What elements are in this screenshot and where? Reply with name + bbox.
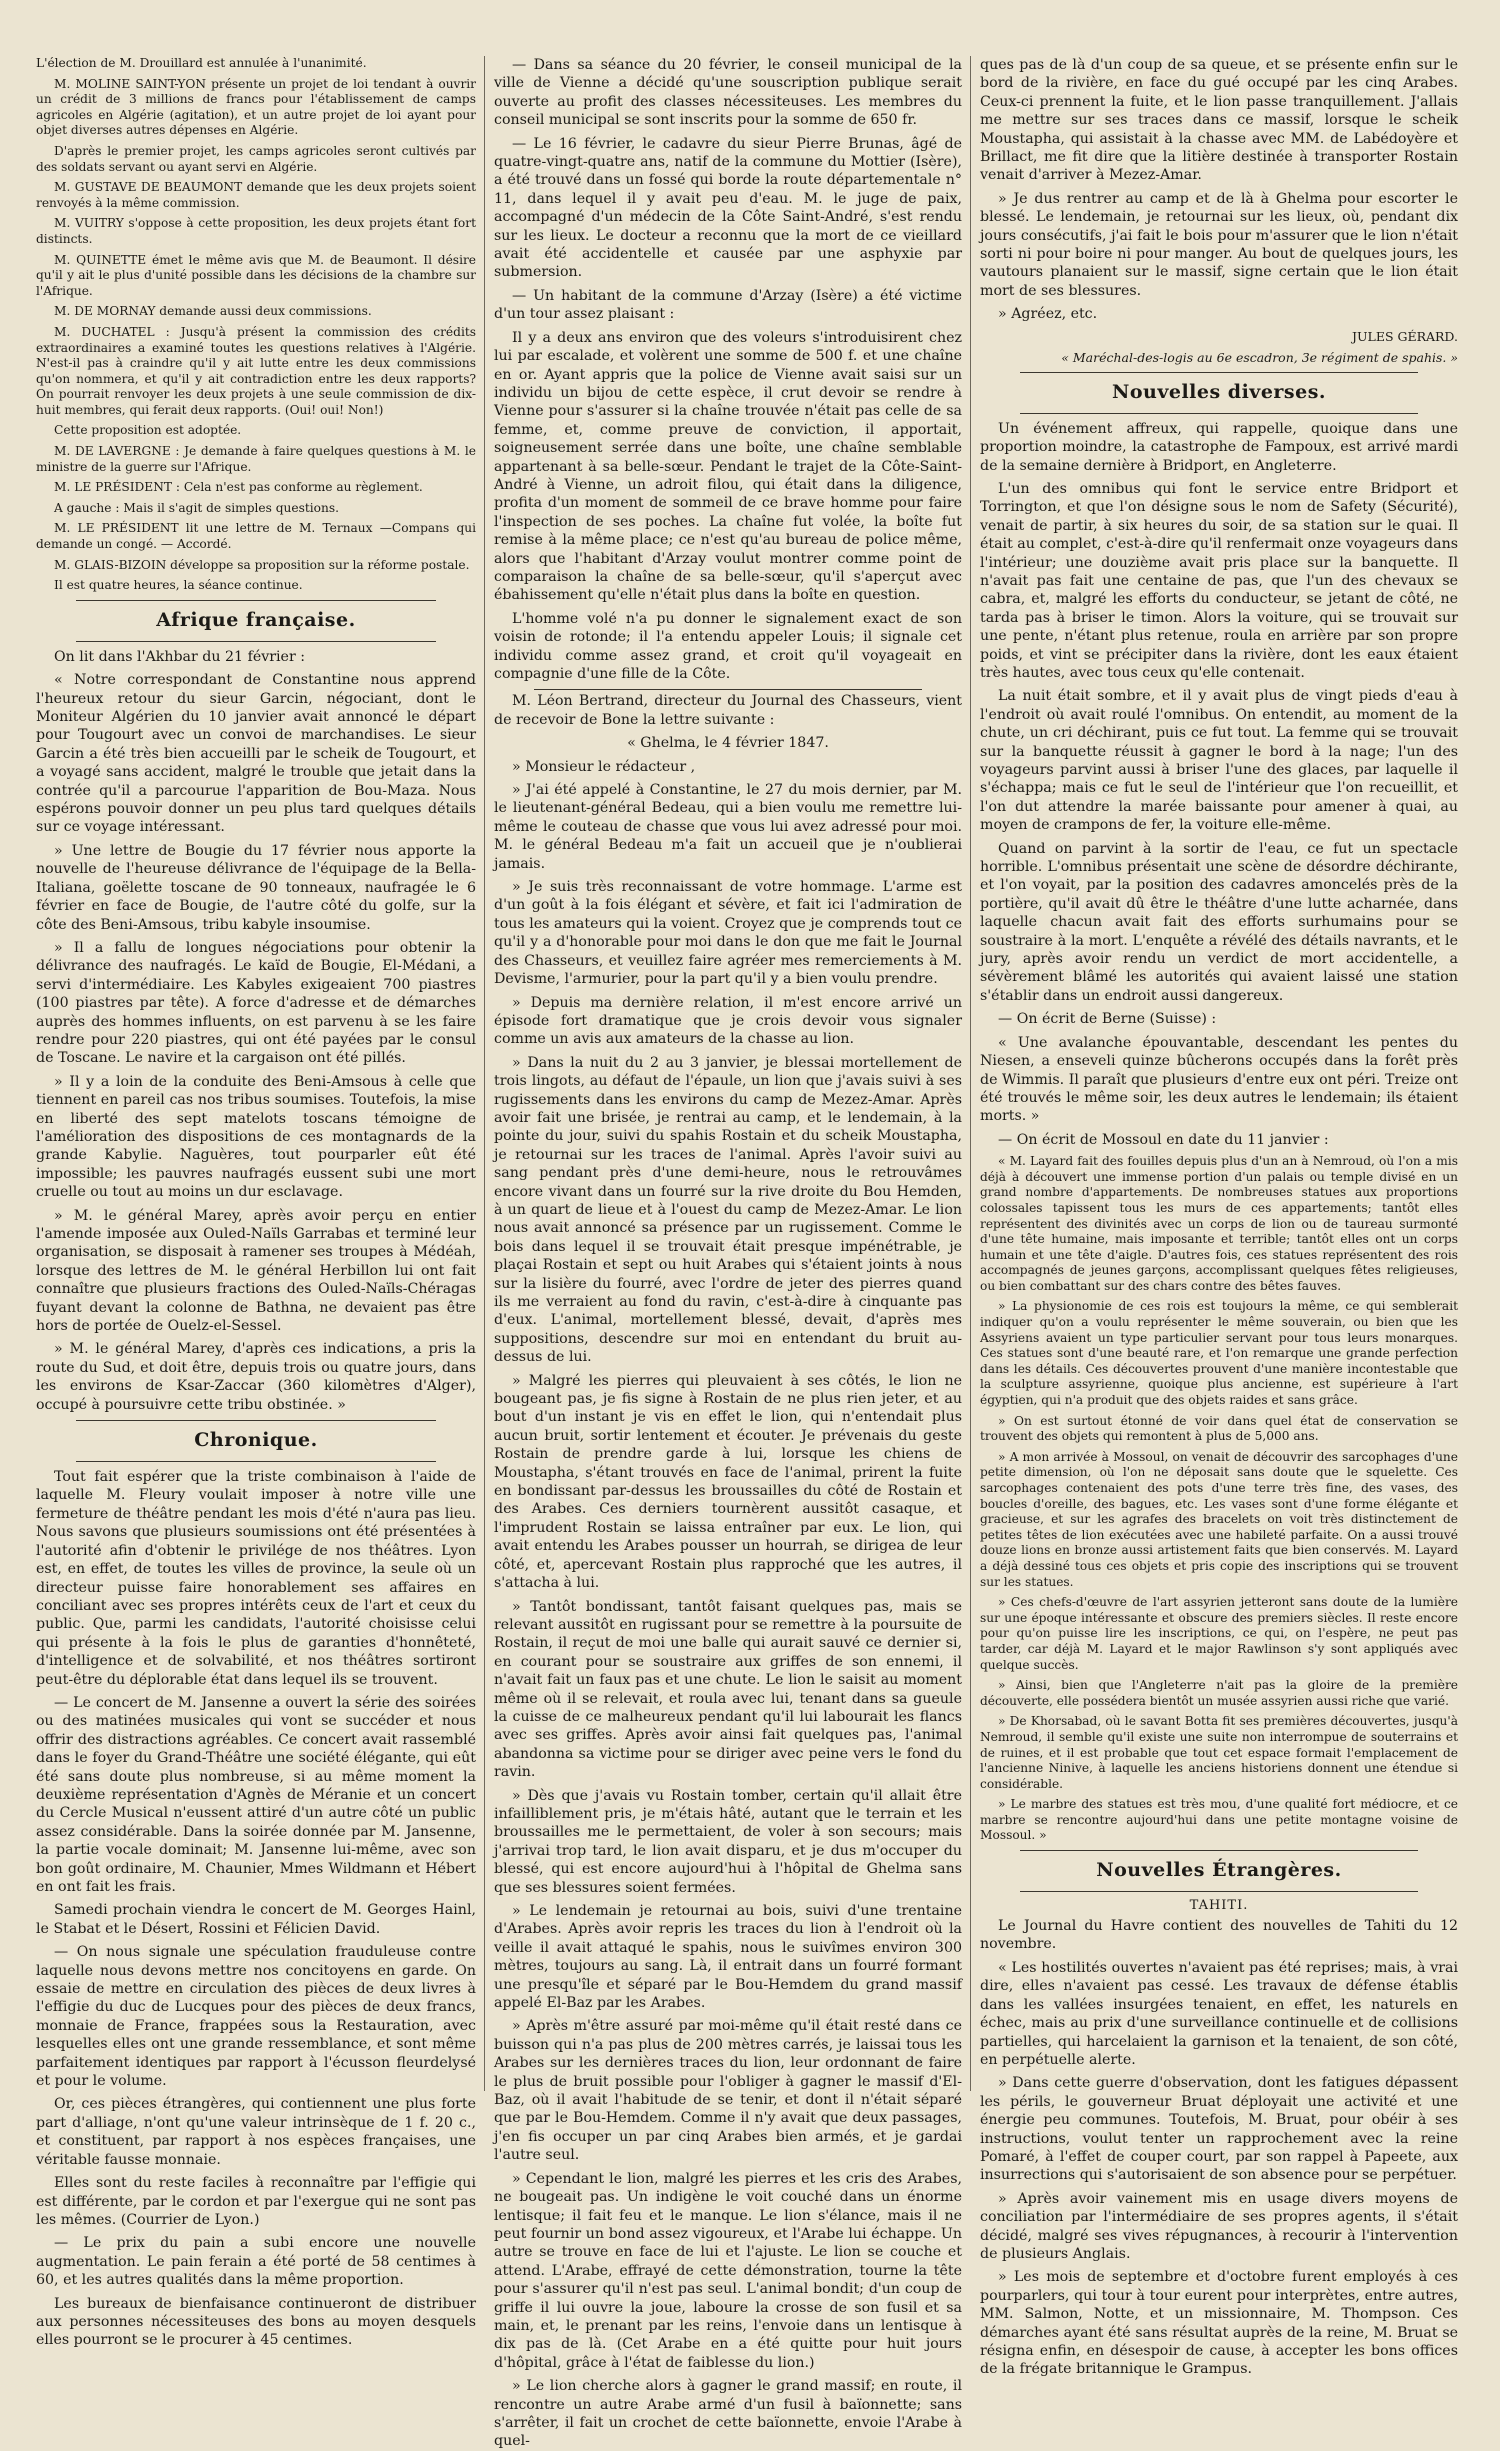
paragraph: » Dans cette guerre d'observation, dont les fatigues dépassent les périls, le gouverneur Bruat déployait une activité et une énergie peu communes. Toutefois, M. Bruat, pour obéir à ses instructions, voulut tenter un rapprochement avec la reine Pomaré, à l'effet de couper court, par son rappel à Papeete, aux insurrections qui s'autorisaient de son absence pour se perpétuer. <box>980 2075 1458 2184</box>
subheading-tahiti: TAHITI. <box>1189 1898 1249 1914</box>
paragraph: » Les mois de septembre et d'octobre furent employés à ces pourparlers, qui tour à tour eurent pour interprètes, entre autres, MM. Salmon, Notte, et un missionnaire, M. Thompson. Ces démarches ayant été sans résultat auprès de la reine, M. Bruat se résigna enfin, en désespoir de cause, à accepter les bons offices de la frégate britannique le Grampus. <box>980 2269 1458 2378</box>
paragraph: — On nous signale une spéculation frauduleuse contre laquelle nous devons mettre nos concitoyens en garde. On essaie de mettre en circulation des pièces de deux livres à l'effigie du duc de Lucques pour des pièces de deux francs, monnaie de France, frappées sous la Restauration, avec lesquelles elles ont une grande ressemblance, et sont même parfaitement identiques par rapport à l'écusson fleurdelysé et pour le volume. <box>36 1944 476 2090</box>
paragraph: » Le lion cherche alors à gagner le grand massif; en route, il rencontre un autre Arabe armé d'un fusil à baïonnette; sans s'arrêter, il fait un crochet de cette baïonnette, envoie l'Arabe à quel- <box>494 2378 962 2450</box>
paragraph: — Le prix du pain a subi encore une nouvelle augmentation. Le pain ferain a été porté de 58 centimes à 60, et les autres qualités dans la même proportion. <box>36 2235 476 2289</box>
paragraph: » De Khorsabad, où le savant Botta fit ses premières découvertes, jusqu'à Nemroud, il semble qu'il existe une suite non interrompue de souterrains et de ruines, et il est probable que tout cet espace formait l'emplacement de l'ancienne Ninive, à laquelle les anciens historiens donnent une étendue si considérable. <box>980 1714 1458 1791</box>
paragraph: » Depuis ma dernière relation, il m'est encore arrivé un épisode fort dramatique que je crois devoir vous signaler comme un avis aux amateurs de la chasse au lion. <box>494 994 962 1048</box>
section-rule <box>76 600 436 601</box>
paragraph: » Cependant le lion, malgré les pierres et les cris des Arabes, ne bougeait pas. Un indigène le voit couché dans un énorme lentisque; il fait feu et le manque. Le lion s'élance, mais il ne peut fournir un bond assez vigoureux, et l'Arabe lui échappe. Un autre se trouve en face de lui et l'ajuste. Le lion se couche et attend. L'Arabe, effrayé de cette démonstration, tourne la tête pour s'assurer qu'il n'est pas seul. L'animal bondit; d'un coup de griffe il lui ouvre la joue, laboure la crosse de son fusil et sa main, et, le prenant par les reins, l'envoie dans un lentisque à dix pas de là. (Cet Arabe en a été quitte pour huit jours d'hôpital, grâce à l'état de faiblesse du lion.) <box>494 2170 962 2371</box>
paragraph: La nuit était sombre, et il y avait plus de vingt pieds d'eau à l'endroit où avait roulé l'omnibus. On entendit, au moment de la chute, un cri déchirant, puis ce fut tout. La femme qui se trouvait sur la banquette réussit à gagner le bord à la nage; l'un des voyageurs parvint aussi à briser l'une des glaces, par laquelle il s'échappa; mais ce fut le seul de l'intérieur que l'on recueillit, et l'on dut attendre la marée baissante pour amener à quai, au moyen de crampons de fer, la voiture elle-même. <box>980 688 1458 834</box>
paragraph: M. LE PRÉSIDENT : Cela n'est pas conforme au règlement. <box>54 480 423 495</box>
paragraph: ques pas de là d'un coup de sa queue, et se présente enfin sur le bord de la rivière, en face du gué occupé par les cinq Arabes. Ceux-ci prennent la fuite, et le lion passe tranquillement. J'allais me mettre sur ses traces dans ce massif, lorsque le scheik Moustapha, qui assistait à la chasse avec MM. de Labédoyère et Brillact, me fit dire que la litière destinée à transporter Rostain venait d'arriver à Mezez-Amar. <box>980 57 1458 184</box>
section-rule <box>1020 1891 1418 1892</box>
column-3 <box>980 56 1459 2378</box>
paragraph: » Ainsi, bien que l'Angleterre n'ait pas la gloire de la première découverte, elle possédera bientôt un musée assyrien aussi riche que varié. <box>980 1678 1458 1708</box>
paragraph: » Le lendemain je retournai au bois, suivi d'une trentaine d'Arabes. Après avoir repris les traces du lion à l'endroit où la veille il avait attaqué le spahis, nous le suivîmes environ 300 mètres, toujours au sang. Là, il entrait dans un fourré formant une presqu'île et séparé par le Bou-Hemdem du grand massif appelé El-Baz par les Arabes. <box>494 1903 962 2012</box>
parliament-report <box>36 56 476 594</box>
section-title-afrique: Afrique française. <box>156 608 356 631</box>
letter-dateline: « Ghelma, le 4 février 1847. <box>627 735 829 752</box>
paragraph: » Après m'être assuré par moi-même qu'il était resté dans ce buisson qui n'a pas plus de 200 mètres carrés, je laissai tous les Arabes sur les dernières traces du lion, leur ordonnant de faire le plus de bruit possible pour l'obliger à gagner le massif d'El-Baz, où il avait l'habitude de se tenir, et dont il n'était séparé que par le Bou-Hemdem. Comme il n'y avait que deux passages, j'en fis occuper un par cinq Arabes bien armés, et je gardai l'autre seul. <box>494 2018 962 2164</box>
paragraph: » Après avoir vainement mis en usage divers moyens de conciliation par l'intermédiaire de ses propres agents, il s'était décidé, malgré ses vives répugnances, à recourir à l'intervention de plusieurs Anglais. <box>980 2190 1458 2262</box>
paragraph: » Malgré les pierres qui pleuvaient à ses côtés, le lion ne bougeant pas, je fis signe à Rostain de ne plus rien jeter, et au bout d'un instant je vis en effet le lion, qui n'entendait plus aucun bruit, sortir lentement et écouter. Je prévenais du geste Rostain de prendre garde à lui, lorsque les chiens de Moustapha, s'étant trouvés en face de l'animal, prirent la fuite en bondissant par-dessus les broussailles du côté de Rostain et des Arabes. Ces derniers tournèrent aussitôt casaque, et l'imprudent Rostain se laissa entraîner par eux. Le lion, qui avait entendu les Arabes pousser un hourrah, se dirigea de leur côté, et, apercevant Rostain plus rapproché que les autres, il s'attacha à lui. <box>494 1372 962 1592</box>
column-2 <box>494 56 962 2450</box>
section-rule <box>1020 1850 1418 1851</box>
paragraph: » A mon arrivée à Mossoul, on venait de découvrir des sarcophages d'une petite dimension, où l'on ne déposait sans doute que le squelette. Ces sarcophages contenaient des pots d'une terre très fine, des vases, des boucles d'oreille, des bagues, etc. Les vases sont d'une forme élégante et gracieuse, et sur les agrafes des bracelets on voit très distinctement de petites têtes de lion exécutées avec une habileté parfaite. On a aussi trouvé douze lions en bronze aussi artistement faits que bien conservés. M. Layard a déjà dessiné tous ces objets et pris copie des inscriptions qui se trouvent sur les statues. <box>980 1449 1458 1589</box>
paragraph: M. GUSTAVE DE BEAUMONT demande que les deux projets soient renvoyés à la même commission. <box>36 180 476 210</box>
paragraph: » Il y a loin de la conduite des Beni-Amsous à celle que tiennent en pareil cas nos tribus soumises. Toutefois, la mise en liberté des sept matelots toscans témoigne de l'amélioration des dispositions de ces montagnards de la grande Kabylie. Naguères, tout pourparler eût été impossible; les pauvres naufragés eussent subi une mort cruelle ou tout au moins un dur esclavage. <box>36 1073 476 1201</box>
paragraph: — On écrit de Mossoul en date du 11 janvier : <box>998 1131 1329 1148</box>
paragraph: L'un des omnibus qui font le service entre Bridport et Torrington, et que l'on désigne sous le nom de Safety (Sécurité), venait de partir, à six heures du soir, de sa station sur le quai. Il était au complet, c'est-à-dire qu'il renfermait onze voyageurs dans l'intérieur; une douzième avait pris place sur la banquette. Il n'avait pas fait une centaine de pas, que l'un des chevaux se cabra, et, malgré les efforts du conducteur, se jetant de côté, ne tarda pas à briser le timon. Alors la voiture, qui se trouvait sur une pente, n'étant plus retenue, roula en arrière par son propre poids, et vint se précipiter dans la rivière, dont les eaux étaient très hautes, avec tous ceux qu'elle contenait. <box>980 480 1459 681</box>
paragraph: » Agréez, etc. <box>998 306 1098 323</box>
paragraph: » La physionomie de ces rois est toujours la même, ce qui semblerait indiquer qu'on a voulu représenter le même souverain, ou bien que les Assyriens avaient un type particulier servant pour tous leurs monarques. Ces statues sont d'une beauté rare, et l'on remarque une grande perfection dans les détails. Ces découvertes prouvent d'une manière incontestable que la sculpture assyrienne, quoique plus ancienne, est supérieure à l'art égyptien, qui n'a produit que des objets raides et sans grâce. <box>980 1299 1458 1408</box>
paragraph: Or, ces pièces étrangères, qui contiennent une plus forte part d'alliage, n'ont qu'une valeur intrinsèque de 1 f. 20 c., et constituent, par rapport à nos espèces françaises, une véritable fausse monnaie. <box>36 2096 476 2168</box>
paragraph: » Dans la nuit du 2 au 3 janvier, je blessai mortellement de trois lingots, au défaut de l'épaule, un lion que j'avais suivi à ses rugissements dans les environs du camp de Mezez-Amar. Après avoir fait une brisée, je rentrai au camp, et le lendemain, à la pointe du jour, suivi du spahis Rostain et du scheik Moustapha, je retournai sur les traces de l'animal. Après l'avoir suivi au sang pendant près d'une demi-heure, nous le retrouvâmes encore vivant dans un fourré sur la rive droite du Bou Hemden, à un quart de lieue et à l'ouest du camp de Mezez-Amar. Le lion nous avait annoncé sa présence par un rugissement. Comme le bois dans lequel il se trouvait était presque impénétrable, je plaçai Rostain et sept ou huit Arabes qui s'étaient joints à nous sur la lisière du fourré, avec l'ordre de jeter des pierres quand ils me verraient au fond du ravin, c'est-à-dire à cinquante pas d'eux. L'animal, mortellement blessé, devait, d'après mes suppositions, descendre sur moi en entendant du bruit au-dessus de lui. <box>494 1054 962 1366</box>
paragraph: » Le marbre des statues est très mou, d'une qualité fort médiocre, et ce marbre se rencontre aujourd'hui dans une petite montagne voisine de Mossoul. » <box>980 1797 1458 1843</box>
column-1 <box>36 56 476 2349</box>
paragraph: M. LE PRÉSIDENT lit une lettre de M. Ternaux —Compans qui demande un congé. — Accordé. <box>36 521 476 552</box>
lion-hunt-letter-continued <box>980 56 1458 366</box>
section-rule <box>1020 413 1418 414</box>
paragraph: « Notre correspondant de Constantine nous apprend l'heureux retour du sieur Garcin, négociant, dont le Moniteur Algérien du 10 janvier avait annoncé le départ pour Tougourt avec un convoi de marchandises. Le sieur Garcin a été très bien accueilli par le scheik de Tougourt, et a voyagé sans accident, malgré le trouble que jetait dans la contrée qu'il a parcourue l'apparition de Bou-Maza. Nous espérons pouvoir donner un peu plus tard quelques détails sur ce voyage intéressant. <box>36 672 476 836</box>
paragraph: « Une avalanche épouvantable, descendant les pentes du Niesen, a enseveli quinze bûcherons occupés dans la forêt près de Wimmis. Il paraît que plusieurs d'entre eux ont péri. Treize ont été trouvés le même soir, les deux autres le lendemain; ils étaient morts. » <box>980 1034 1458 1125</box>
paragraph: — Dans sa séance du 20 février, le conseil municipal de la ville de Vienne a décidé qu'une souscription publique serait ouverte au profit des classes nécessiteuses. Les membres du conseil municipal se sont inscrits pour la somme de 650 fr. <box>494 57 962 129</box>
paragraph: » Monsieur le rédacteur , <box>512 758 696 775</box>
paragraph: On lit dans l'Akhbar du 21 février : <box>54 648 306 665</box>
paragraph: Cette proposition est adoptée. <box>54 423 242 438</box>
paragraph: Quand on parvint à la sortir de l'eau, ce fut un spectacle horrible. L'omnibus présentait une scène de désordre déchirante, et l'on voyait, par la position des cadavres amoncelés près de la portière, qu'il avait dû être le théâtre d'une lutte acharnée, dans laquelle chacun avait fait des efforts surhumains pour se soustraire à la mort. L'enquête a révélé des détails navrants, et le jury, après avoir rendu un verdict de mort accidentelle, a sévèrement blâmé les autorités qui avaient laissé une station s'établir dans un endroit aussi dangereux. <box>980 840 1458 1004</box>
column-rule-left <box>484 56 485 2091</box>
faits-divers <box>494 56 962 683</box>
section-rule <box>76 641 436 642</box>
paragraph: D'après le premier projet, les camps agricoles seront cultivés par des soldats servant ou ayant servi en Algérie. <box>36 143 476 174</box>
paragraph: » Tantôt bondissant, tantôt faisant quelques pas, mais se relevant aussitôt en rugissant pour se remettre à la poursuite de Rostain, il reçut de moi une balle qui aurait sauvé ce dernier si, en courant pour se soustraire aux griffes de son ennemi, il n'avait fait un faux pas et une chute. Le lion le saisit au moment même où il se relevait, et roula avec lui, tenant dans sa gueule la cuisse de ce malheureux pendant qu'il lui labourait les flancs avec ses griffes. Après avoir ainsi fait quelques pas, l'animal abandonna sa victime pour se diriger avec peine vers le fond du ravin. <box>494 1598 962 1781</box>
paragraph: M. QUINETTE émet le même avis que M. de Beaumont. Il désire qu'il y ait le plus d'unité possible dans les décisions de la chambre sur l'Afrique. <box>36 252 476 298</box>
afrique-article <box>36 648 476 1414</box>
paragraph: » M. le général Marey, d'après ces indications, a pris la route du Sud, et doit être, depuis trois ou quatre jours, dans les environs de Ksar-Zaccar (360 kilomètres d'Alger), occupé à poursuivre cette tribu obstinée. » <box>36 1341 476 1413</box>
paragraph: Un événement affreux, qui rappelle, quoique dans une proportion moindre, la catastrophe de Fampoux, est arrivé mardi de la semaine dernière à Bridport, en Angleterre. <box>980 420 1458 474</box>
section-rule <box>1020 372 1418 373</box>
diverses-article <box>980 420 1458 1844</box>
section-rule <box>76 1461 436 1462</box>
paragraph: — On écrit de Berne (Suisse) : <box>998 1011 1217 1028</box>
paragraph: « M. Layard fait des fouilles depuis plus d'un an à Nemroud, où l'on a mis déjà à découvert une immense portion d'un palais ou temple divisé en un grand nombre d'appartements. De nombreuses statues aux proportions colossales tapissent tous les murs de ces appartements; tantôt elles représentent des divinités avec un corps de lion ou de taureau surmonté d'une tête humaine, mais imposante et terrible; tantôt elles ont un corps humain et une tête d'aigle. D'autres fois, ces statues représentent des rois accompagnés de jeunes garçons, accomplissant quelques fêtes religieuses, ou bien combattant sur des chars contre des bêtes fauves. <box>980 1154 1458 1293</box>
paragraph: » Dès que j'avais vu Rostain tomber, certain qu'il allait être infailliblement pris, je m'étais hâté, autant que le terrain et les broussailles me le permettaient, de voler à son secours; mais j'arrivai trop tard, le lion avait disparu, et je dus m'occuper du blessé, qui est encore aujourd'hui à l'hôpital de Ghelma sans que ses blessures soient fermées. <box>494 1787 962 1896</box>
paragraph: Samedi prochain viendra le concert de M. Georges Hainl, le Stabat et le Désert, Rossini et Félicien David. <box>36 1902 476 1937</box>
section-rule <box>534 689 922 690</box>
paragraph: A gauche : Mais il s'agit de simples questions. <box>54 500 339 515</box>
paragraph: Il y a deux ans environ que des voleurs s'introduisirent chez lui par escalade, et volèrent une somme de 500 f. et une chaîne en or. Ayant appris que la police de Vienne avait saisi sur un individu un bijou de cette espèce, il crut devoir se rendre à Vienne pour s'assurer si la chaîne trouvée n'était pas celle de sa femme, et, comme preuve de conviction, il apportait, soigneusement serrée dans une boîte, une chaîne semblable appartenant à sa belle-sœur. Pendant le trajet de la Côte-Saint-André à Vienne, un adroit filou, qui était dans la diligence, profita d'un moment de sommeil de ce brave homme pour faire l'inspection de ses poches. La chaîne fut volée, la boîte fut remise à la même place; ce n'est qu'au bureau de police même, alors que l'habitant d'Arzay voulut montrer comme point de comparaison la chaîne de sa belle-sœur, qu'il s'aperçut avec ébahissement qu'elle n'était plus dans la boîte en question. <box>494 329 962 604</box>
paragraph: » On est surtout étonné de voir dans quel état de conservation se trouvent des objets qui remontent à plus de 5,000 ans. <box>980 1413 1458 1444</box>
paragraph: « Les hostilités ouvertes n'avaient pas été reprises; mais, à vrai dire, elles n'avaient pas cessé. Les travaux de défense établis dans les vallées insurgées tenaient, en effet, les naturels en échec, mais au prix d'une surveillance continuelle et de collisions partielles, qui harcelaient la garnison et la tenaient, de son côté, en perpétuelle alerte. <box>980 1959 1458 2068</box>
letter-signature-title: « Maréchal-des-logis au 6e escadron, 3e régiment de spahis. » <box>1061 349 1458 365</box>
lion-hunt-letter <box>494 692 962 2450</box>
paragraph: M. DE LAVERGNE : Je demande à faire quelques questions à M. le ministre de la guerre sur l'Afrique. <box>36 444 476 474</box>
paragraph: — Un habitant de la commune d'Arzay (Isère) a été victime d'un tour assez plaisant : <box>494 287 962 323</box>
paragraph: » Ces chefs-d'œuvre de l'art assyrien jetteront sans doute de la lumière sur une époque intéressante et obscure des premiers siècles. Il reste encore pour qu'on puisse lire les inscriptions, ce qui, on l'espère, ne peut pas tarder, car déjà M. Layard et le major Rawlinson s'y sont appliqués avec quelque succès. <box>980 1595 1458 1672</box>
paragraph: M. MOLINE SAINT-YON présente un projet de loi tendant à ouvrir un crédit de 3 millions de francs pour l'établissement de camps agricoles en Algérie (agitation), et un autre projet de loi ayant pour objet diverses autres dépenses en Algérie. <box>36 76 476 138</box>
paragraph: » Je dus rentrer au camp et de là à Ghelma pour escorter le blessé. Le lendemain, je retournai sur les lieux, où, pendant dix jours consécutifs, j'ai fait le bois pour m'assurer que le lion n'était sorti ni pour boire ni pour manger. Au bout de quelques jours, les vautours planaient sur le massif, signe certain que le lion était mort de ses blessures. <box>980 190 1458 299</box>
column-rule-right <box>970 56 971 2091</box>
paragraph: Tout fait espérer que la triste combinaison à l'aide de laquelle M. Fleury voulait imposer à notre ville une fermeture de théâtre pendant les mois d'été n'aura pas lieu. Nous savons que plusieurs soumissions ont été présentées à l'autorité afin d'obtenir le privilége de nos théâtres. Lyon est, en effet, de toutes les villes de province, la seule où un directeur puisse faire honorablement ses affaires en conciliant avec ses propres intérêts ceux de l'art et ceux du public. Que, parmi les candidats, l'autorité choisisse celui qui présente à la fois le plus de garanties d'honnêteté, d'intelligence et de solvabilité, et nos théâtres sortiront peut-être du déplorable état dans lequel ils se trouvent. <box>36 1469 476 1688</box>
paragraph: M. VUITRY s'oppose à cette proposition, les deux projets étant fort distincts. <box>36 216 476 246</box>
paragraph: » Je suis très reconnaissant de votre hommage. L'arme est d'un goût à la fois élégant et sévère, et fait ici l'admiration de tous les amateurs qui la voient. Croyez que je comprends tout ce qu'il y a d'honorable pour moi dans le don que me fait le Journal des Chasseurs, et veuillez faire agréer mes remerciements à M. Devisme, l'armurier, pour la part qu'il y a bien voulu prendre. <box>494 879 962 988</box>
paragraph: — Le concert de M. Jansenne a ouvert la série des soirées ou des matinées musicales qui vont se succéder et nous offrir des distractions agréables. Ce concert avait rassemblé dans le foyer du Grand-Théâtre une société élégante, qui eût été sans doute plus nombreuse, si au même moment la deuxième représentation d'Agnès de Méranie et un concert du Cercle Musical n'eussent attiré d'un autre côté un public assez considérable. Dans la soirée donnée par M. Jansenne, la partie vocale dominait; M. Jansenne lui-même, avec son bon goût ordinaire, M. Chaunier, Mmes Wildmann et Hébert en ont fait les frais. <box>36 1694 476 1895</box>
paragraph: Le Journal du Havre contient des nouvelles de Tahiti du 12 novembre. <box>980 1918 1458 1953</box>
paragraph: L'élection de M. Drouillard est annulée à l'unanimité. <box>36 56 367 70</box>
paragraph: » Il a fallu de longues négociations pour obtenir la délivrance des naufragés. Le kaïd de Bougie, El-Médani, a servi d'intermédiaire. Les Kabyles exigeaient 700 piastres (100 piastres par tête). A force d'adresse et de démarches auprès des hommes influents, on est parvenu à se les faire rendre pour 220 piastres, qui ont été payées par le consul de Toscane. Le navire et la cargaison ont été pillés. <box>36 939 476 1067</box>
paragraph: — Le 16 février, le cadavre du sieur Pierre Brunas, âgé de quatre-vingt-quatre ans, natif de la commune du Mottier (Isère), a été trouvé dans un fossé qui borde la route départementale n° 11, dans lequel il y avait peu d'eau. M. le juge de paix, accompagné d'un médecin de la Côte Saint-André, s'est rendu sur les lieux. Le docteur a reconnu que la mort de ce vieillard avait été accidentelle et causée par une asphyxie par submersion. <box>494 135 962 281</box>
paragraph: Il est quatre heures, la séance continue. <box>54 578 303 593</box>
paragraph: M. DUCHATEL : Jusqu'à présent la commission des crédits extraordinaires a examiné toutes les questions relatives à l'Algérie. N'est-il pas à craindre qu'il y ait lutte entre les deux commissions qu'on nommera, et qu'il y ait contradiction entre les deux rapports? On pourrait renvoyer les deux projets à une seule commission de dix-huit membres, qui ferait deux rapports. (Oui! oui! Non!) <box>36 324 476 417</box>
paragraph: M. Léon Bertrand, directeur du Journal des Chasseurs, vient de recevoir de Bone la lettre suivante : <box>494 693 962 728</box>
letter-signature: JULES GÉRARD. <box>1351 328 1458 344</box>
section-title-chronique: Chronique. <box>194 1429 318 1452</box>
paragraph: M. DE MORNAY demande aussi deux commissions. <box>54 304 372 319</box>
paragraph: » J'ai été appelé à Constantine, le 27 du mois dernier, par M. le lieutenant-général Bedeau, qui a bien voulu me remettre lui-même le couteau de chasse que vous lui avez adressé pour moi. M. le général Bedeau m'a fait un accueil que je n'oublierai jamais. <box>494 782 962 872</box>
chronique-article <box>36 1468 476 2350</box>
paragraph: Elles sont du reste faciles à reconnaître par l'effigie qui est différente, par le cordon et par l'exergue qui ne sont pas les mêmes. (Courrier de Lyon.) <box>36 2175 476 2228</box>
section-rule <box>76 1420 436 1421</box>
paragraph: » M. le général Marey, après avoir perçu en entier l'amende imposée aux Ouled-Naïls Garrabas et terminé leur organisation, se disposait à ramener ses troupes à Médéah, lorsque des lettres de M. le général Herbillon lui ont fait connaître que plusieurs fractions des Ouled-Naïls-Chéragas fuyant devant la colonne de Bathna, ne devaient pas être hors de portée de Ouelz-el-Sessel. <box>36 1207 476 1335</box>
section-title-etrangeres: Nouvelles Étrangères. <box>1096 1859 1342 1882</box>
etrangeres-article <box>980 1917 1458 2379</box>
paragraph: M. GLAIS-BIZOIN développe sa proposition sur la réforme postale. <box>54 557 470 572</box>
paragraph: L'homme volé n'a pu donner le signalement exact de son voisin de rotonde; il l'a entendu appeler Louis; il signale cet individu comme assez grand, et croit qu'il voyageait en compagnie d'une fille de la Côte. <box>494 610 962 682</box>
paragraph: » Une lettre de Bougie du 17 février nous apporte la nouvelle de l'heureuse délivrance de l'équipage de la Bella-Italiana, goëlette toscane de 90 tonneaux, naufragée le 6 février en face de Bougie, de l'autre côté du golfe, sur la côte des Beni-Amsous, tribu kabyle insoumise. <box>36 842 476 933</box>
section-title-diverses: Nouvelles diverses. <box>1111 380 1327 403</box>
paragraph: Les bureaux de bienfaisance continueront de distribuer aux personnes nécessiteuses des bons au moyen desquels elles pourront se le procurer à 45 centimes. <box>36 2295 476 2349</box>
